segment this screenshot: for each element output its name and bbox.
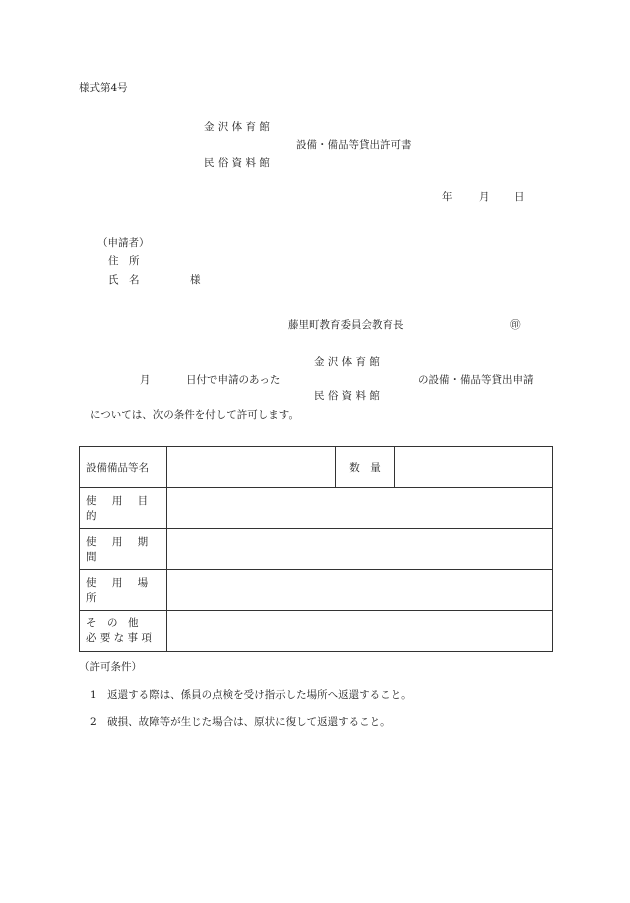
quantity-label-cell <box>336 447 395 488</box>
permit-details-table <box>79 446 553 652</box>
table-row <box>80 488 553 529</box>
body-month: 月 <box>140 374 151 386</box>
name-label: 氏 名 <box>108 274 140 286</box>
table-row <box>80 611 553 652</box>
facility-name-bottom: 民 俗 資 料 館 <box>204 157 270 169</box>
seal-mark: ㊞ <box>510 319 521 331</box>
document-title: 設備・備品等貸出許可書 <box>296 139 412 151</box>
quantity-label: 数 量 <box>349 461 381 474</box>
period-value-cell[interactable] <box>167 529 553 570</box>
address-label: 住 所 <box>108 255 140 267</box>
purpose-label-cell <box>80 488 167 529</box>
period-label: 使 用 期 間 <box>86 536 155 563</box>
condition-item-2: 2 破損、故障等が生じた場合は、原状に復して返還すること。 <box>90 716 391 728</box>
other-value-cell[interactable] <box>167 611 553 652</box>
facility-name-top: 金 沢 体 育 館 <box>204 121 270 133</box>
other-label-cell <box>80 611 167 652</box>
applicant-heading: （申請者） <box>97 237 150 249</box>
table-row <box>80 529 553 570</box>
issuer-name: 藤里町教育委員会教育長 <box>288 319 404 331</box>
other-label-line1: そ の 他 <box>86 616 139 629</box>
body-facility-top: 金 沢 体 育 館 <box>314 356 380 368</box>
permission-line: については、次の条件を付して許可します。 <box>90 409 299 421</box>
conditions-heading: （許可条件） <box>79 661 142 673</box>
table-row <box>80 447 553 488</box>
period-label-cell <box>80 529 167 570</box>
date-day: 日 <box>514 191 525 203</box>
equipment-label: 設備備品等名 <box>86 461 149 474</box>
date-year: 年 <box>442 191 453 203</box>
purpose-label: 使 用 目 的 <box>86 495 155 522</box>
body-request-phrase: の設備・備品等貸出申請 <box>418 374 534 386</box>
body-day-phrase: 日付で申請のあった <box>186 374 281 386</box>
table-row <box>80 570 553 611</box>
date-month: 月 <box>479 191 490 203</box>
equipment-value-cell[interactable] <box>167 447 336 488</box>
other-label-line2: 必 要 な 事 項 <box>86 632 152 644</box>
condition-item-1: 1 返還する際は、係員の点検を受け指示した場所へ返還すること。 <box>90 689 412 701</box>
place-value-cell[interactable] <box>167 570 553 611</box>
purpose-value-cell[interactable] <box>167 488 553 529</box>
honorific: 様 <box>190 274 201 286</box>
form-number: 様式第4号 <box>79 82 128 94</box>
place-label-cell <box>80 570 167 611</box>
place-label: 使 用 場 所 <box>86 577 155 604</box>
body-facility-bottom: 民 俗 資 料 館 <box>314 390 380 402</box>
quantity-value-cell[interactable] <box>395 447 553 488</box>
equipment-label-cell <box>80 447 167 488</box>
